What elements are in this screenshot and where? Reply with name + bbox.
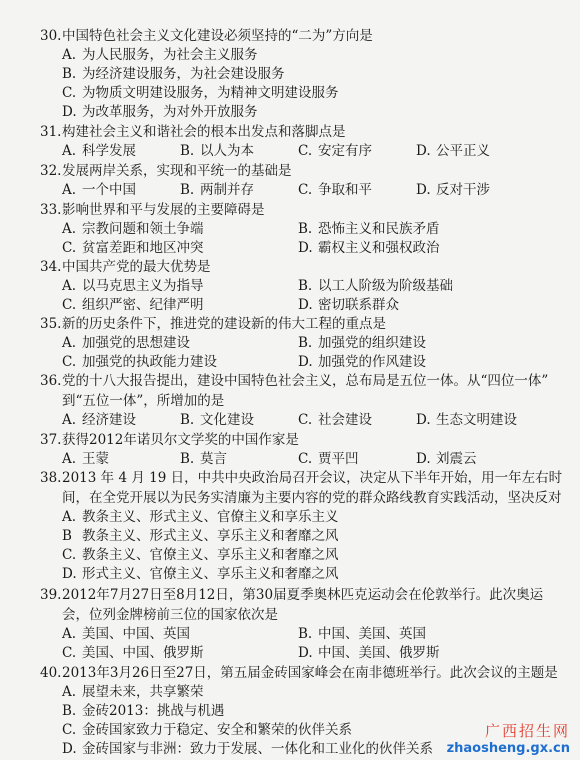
- option-b: B. 金砖2013：挑战与机遇: [62, 703, 225, 719]
- question-text: 中国共产党的最大优势是: [62, 259, 211, 275]
- question-number: 37.: [40, 432, 62, 448]
- option-a: A. 科学发展: [62, 143, 136, 159]
- option-list: [40, 625, 560, 663]
- option-d: D. 中国、美国、俄罗斯: [298, 645, 440, 661]
- question-stem: [40, 468, 563, 488]
- question-text: 发展两岸关系，实现和平统一的基础是: [62, 163, 292, 179]
- question-stem: [40, 161, 560, 181]
- option-a: A. 展望未来，共享繁荣: [62, 684, 204, 700]
- option-b: B. 为经济建设服务，为社会建设服务: [62, 66, 285, 82]
- option-d: D. 反对干涉: [416, 182, 490, 198]
- option-list: [40, 508, 560, 584]
- option-c: C. 争取和平: [298, 182, 372, 198]
- option-d: D. 形式主义、官僚主义、享乐主义和奢靡之风: [62, 566, 339, 582]
- option-a: A. 一个中国: [62, 182, 136, 198]
- option-b: B. 文化建设: [180, 412, 254, 428]
- question-32: [40, 161, 560, 200]
- option-a: A. 加强党的思想建设: [62, 335, 190, 351]
- option-d: D. 加强党的作风建设: [298, 354, 426, 370]
- option-b: B. 中国、美国、英国: [298, 626, 426, 642]
- option-list: [40, 277, 560, 315]
- question-stem: [40, 26, 560, 46]
- question-35: [40, 314, 560, 372]
- question-30: [40, 26, 560, 122]
- option-d: D. 金砖国家与非洲：致力于发展、一体化和工业化的伙伴关系: [62, 741, 433, 757]
- option-list: [40, 411, 560, 430]
- question-number: 34.: [40, 259, 62, 275]
- question-33: [40, 200, 560, 258]
- watermark-url: zhaosheng.gx.cn: [446, 741, 570, 756]
- question-stem: [40, 371, 560, 391]
- question-stem: [40, 200, 560, 220]
- option-list: [40, 142, 560, 161]
- option-a: A. 教条主义、形式主义、官僚主义和享乐主义: [62, 509, 339, 525]
- question-number: 39.: [40, 587, 62, 603]
- option-c: C. 安定有序: [298, 143, 372, 159]
- question-31: [40, 122, 560, 161]
- option-c: C. 贾平凹: [298, 451, 359, 467]
- site-watermark: [447, 720, 570, 756]
- option-c: C. 金砖国家致力于稳定、安全和繁荣的伙伴关系: [62, 722, 352, 738]
- option-c: C. 加强党的执政能力建设: [62, 354, 217, 370]
- option-a: A. 经济建设: [62, 412, 136, 428]
- option-d: D. 密切联系群众: [298, 297, 399, 313]
- option-a: A. 为人民服务，为社会主义服务: [62, 47, 258, 63]
- option-d: D. 为改革服务，为对外开放服务: [62, 104, 258, 120]
- option-b: B. 以人为本: [180, 143, 254, 159]
- question-text: 影响世界和平与发展的主要障碍是: [62, 202, 265, 218]
- question-text: 构建社会主义和谐社会的根本出发点和落脚点是: [62, 124, 346, 140]
- option-list: [40, 181, 560, 200]
- option-b: B. 莫言: [180, 451, 227, 467]
- question-text: 2012年7月27日至8月12日，第30届夏季奥林匹克运动会在伦敦举行。此次奥运: [62, 587, 544, 603]
- option-c: C. 组织严密、纪律严明: [62, 297, 204, 313]
- option-c: C. 为物质文明建设服务，为精神文明建设服务: [62, 85, 339, 101]
- option-a: A. 宗教问题和领土争端: [62, 221, 204, 237]
- option-c: C. 社会建设: [298, 412, 372, 428]
- question-text: 获得2012年诺贝尔文学奖的中国作家是: [62, 432, 299, 448]
- option-list: [40, 46, 560, 122]
- option-list: [40, 334, 560, 372]
- question-39: [40, 585, 560, 663]
- question-stem: [40, 585, 560, 605]
- option-a: A. 以马克思主义为指导: [62, 278, 204, 294]
- question-number: 30.: [40, 28, 62, 44]
- question-text: 新的历史条件下，推进党的建设新的伟大工程的重点是: [62, 316, 386, 332]
- question-number: 32.: [40, 163, 62, 179]
- option-c: C. 教条主义、官僚主义、享乐主义和奢靡之风: [62, 547, 339, 563]
- question-number: 31.: [40, 124, 62, 140]
- question-text: 党的十八大报告提出，建设中国特色社会主义，总布局是五位一体。从“四位一体”: [62, 373, 549, 389]
- question-34: [40, 257, 560, 315]
- question-37: [40, 430, 560, 469]
- question-text: 2013年3月26日至27日，第五届金砖国家峰会在南非德班举行。此次会议的主题是: [62, 665, 558, 681]
- option-d: D. 刘震云: [416, 451, 477, 467]
- option-d: D. 公平正义: [416, 143, 490, 159]
- question-text-continued: 间，在全党开展以为民务实清廉为主要内容的党的群众路线教育实践活动，坚决反对: [62, 490, 562, 506]
- question-text: 中国特色社会主义文化建设必须坚持的“二为”方向是: [62, 28, 373, 44]
- option-b: B. 加强党的组织建设: [298, 335, 426, 351]
- question-text-continued: 到“五位一体”，所增加的是: [62, 393, 225, 409]
- option-b: B 教条主义、形式主义、享乐主义和奢靡之风: [62, 528, 339, 544]
- question-text-continued: 会，位列金牌榜前三位的国家依次是: [62, 607, 278, 623]
- question-36: [40, 371, 560, 430]
- question-stem: [40, 257, 560, 277]
- question-text: 2013 年 4 月 19 日，中共中央政治局召开会议，决定从下半年开始，用一年左右时: [62, 470, 563, 486]
- option-b: B. 两制并存: [180, 182, 254, 198]
- question-number: 38.: [40, 470, 62, 486]
- question-stem: [40, 122, 560, 142]
- option-list: [40, 450, 560, 469]
- question-stem: [40, 430, 560, 450]
- option-a: A. 美国、中国、英国: [62, 626, 190, 642]
- option-c: C. 美国、中国、俄罗斯: [62, 645, 204, 661]
- option-c: C. 贫富差距和地区冲突: [62, 240, 204, 256]
- question-number: 35.: [40, 316, 62, 332]
- watermark-title: 广西招生网: [484, 722, 570, 740]
- question-38: [40, 468, 563, 584]
- option-list: [40, 220, 560, 258]
- question-number: 33.: [40, 202, 62, 218]
- option-d: D. 生态文明建设: [416, 412, 517, 428]
- option-b: B. 恐怖主义和民族矛盾: [298, 221, 440, 237]
- question-stem: [40, 314, 560, 334]
- question-number: 40.: [40, 665, 62, 681]
- question-number: 36.: [40, 373, 62, 389]
- option-b: B. 以工人阶级为阶级基础: [298, 278, 453, 294]
- option-d: D. 霸权主义和强权政治: [298, 240, 440, 256]
- question-stem: [40, 663, 560, 683]
- option-a: A. 王蒙: [62, 451, 109, 467]
